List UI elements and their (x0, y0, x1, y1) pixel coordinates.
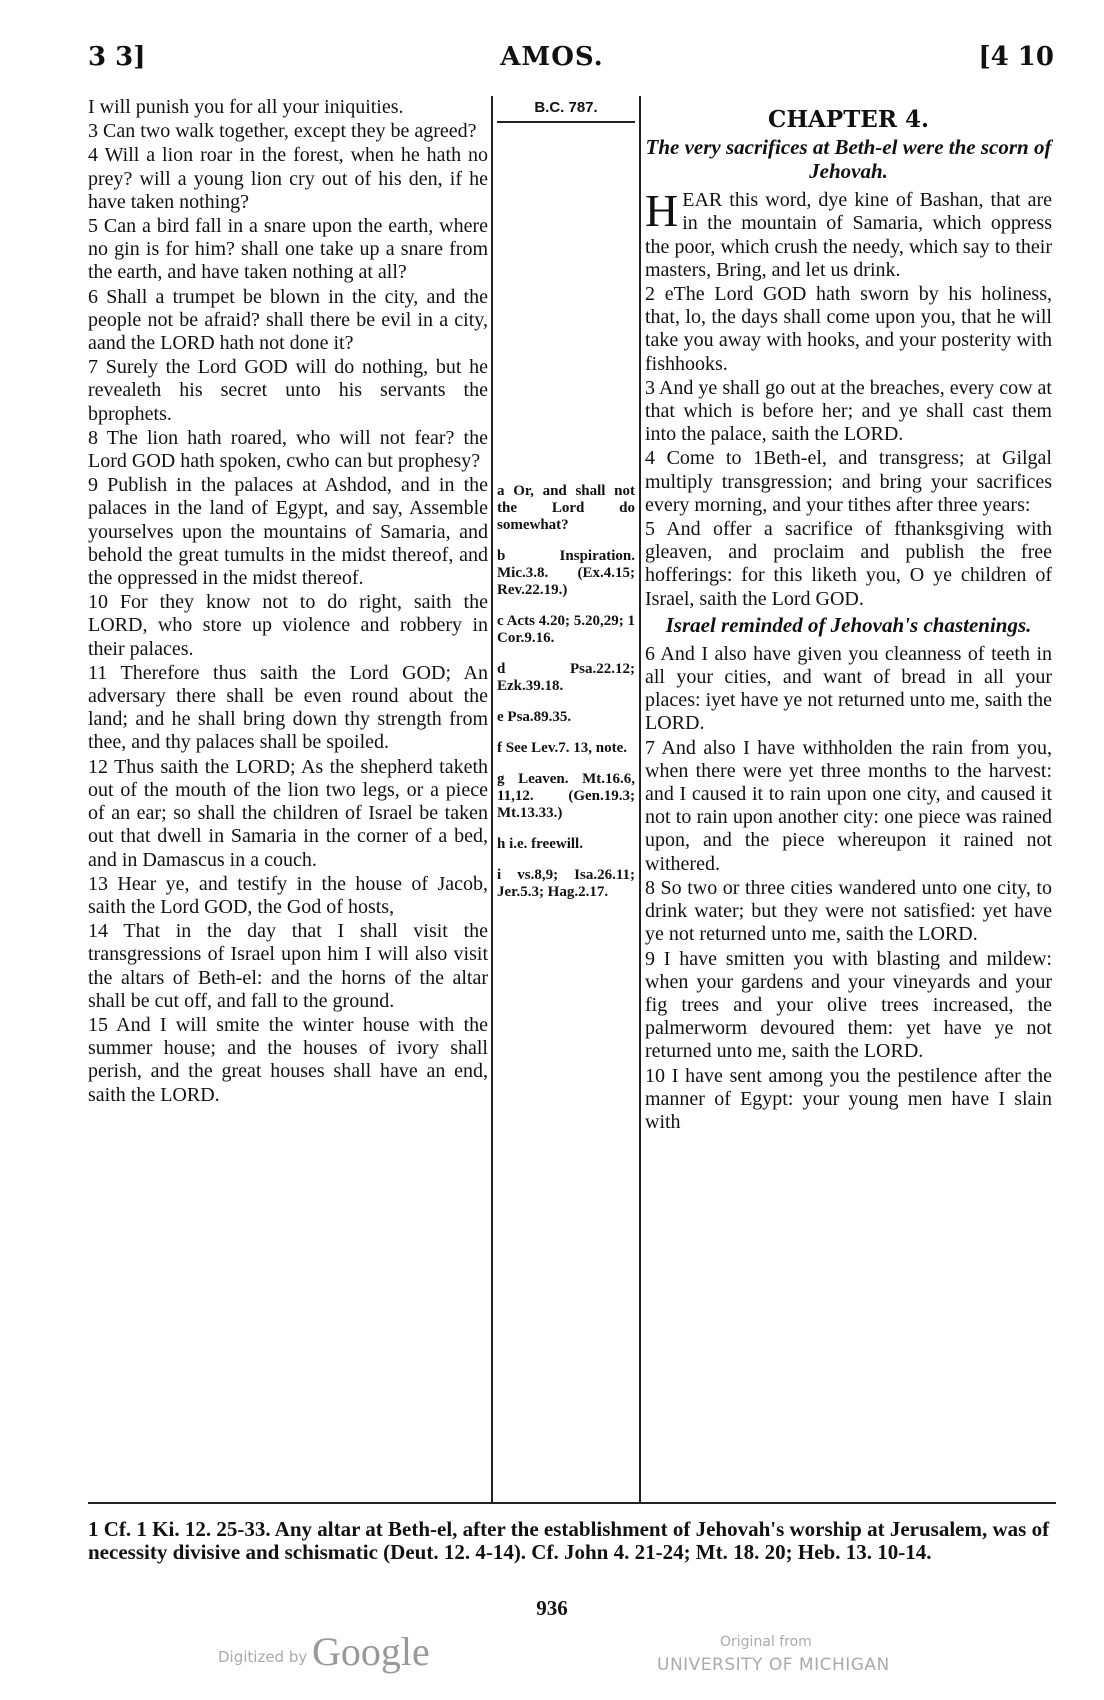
marginal-references-column (497, 96, 635, 915)
marginal-reference: a Or, and shall not the Lord do somewhat? (497, 483, 635, 534)
original-from-label: Original from (720, 1634, 812, 1650)
footnote-rule (88, 1502, 1056, 1504)
marginal-reference: g Leaven. Mt.16.6, 11,12. (Gen.19.3; Mt.13.33.) (497, 771, 635, 822)
marginal-reference: h i.e. freewill. (497, 836, 583, 853)
verse-text: 7 Surely the Lord GOD will do nothing, but he revealeth his secret unto his servants the bprophets. (88, 356, 488, 425)
verse-text: 10 For they know not to do right, saith the LORD, who store up violence and robbery in their palaces. (88, 591, 488, 660)
running-head-right: [4 10 (978, 42, 1054, 72)
marginal-reference: f See Lev.7. 13, note. (497, 740, 627, 757)
verse-text: I will punish you for all your iniquities. (88, 96, 404, 118)
verse-text: 14 That in the day that I shall visit the transgressions of Israel upon him I will also visit the altars of Beth-el: and the horns of the altar shall be cut off, and fall to the ground. (88, 920, 488, 1012)
verse-text: 7 And also I have withholden the rain from you, when there were yet three months to the harvest: and I caused it to rain upon one city, and caused it not to rain upon another city: one piece was rained upon, and the piece whereupon it rained not withered. (645, 736, 1052, 875)
verse-text: 15 And I will smite the winter house with the summer house; and the houses of ivory shall perish, and the great houses shall have an end, saith the LORD. (88, 1013, 488, 1106)
digitized-by-label: Digitized by (218, 1648, 308, 1666)
verse-text: 9 Publish in the palaces at Ashdod, and in the palaces in the land of Egypt, and say, Assemble yourselves upon the mountains of Samaria, and behold the great tumults in the midst thereof, and the oppressed in the midst thereof. (88, 474, 488, 590)
right-text-column (645, 108, 1052, 1135)
verse-text: 10 I have sent among you the pestilence after the manner of Egypt: your young men have I slain with (645, 1064, 1052, 1133)
drop-cap: H (645, 185, 679, 237)
running-head-left: 3 3] (88, 42, 146, 72)
verse-text: 3 Can two walk together, except they be agreed? (88, 120, 477, 143)
column-divider-right (639, 96, 641, 1502)
verse-text: 8 The lion hath roared, who will not fear? the Lord GOD hath spoken, cwho can but prophesy? (88, 426, 488, 473)
chapter-heading: CHAPTER 4. (768, 106, 929, 133)
verse-text: 2 eThe Lord GOD hath sworn by his holiness, that, lo, the days shall come upon you, that he will take you away with hooks, and your posterity with fishhooks. (645, 283, 1052, 375)
verse-text: 6 And I also have given you cleanness of teeth in all your cities, and want of bread in all your places: iyet have ye not returned unto me, saith the LORD. (645, 642, 1052, 735)
marginal-reference: i vs.8,9; Isa.26.11; Jer.5.3; Hag.2.17. (497, 867, 635, 901)
verse-text: 8 So two or three cities wandered unto one city, to drink water; but they were not satisfied: yet have ye not returned unto me, saith the LORD. (645, 876, 1052, 946)
verse-text: 13 Hear ye, and testify in the house of Jacob, saith the Lord GOD, the God of hosts, (88, 872, 488, 918)
footnote: 1 Cf. 1 Ki. 12. 25-33. Any altar at Beth-el, after the establishment of Jehovah's worship at Jerusalem, was of necessity divisive and schismatic (Deut. 12. 4-14). Cf. John 4. 21-24; Mt. 18. 20; Heb. 13. 10-14. (88, 1517, 1050, 1564)
page-number: 936 (536, 1596, 568, 1620)
verse-text (645, 185, 1052, 282)
verse-text: 5 Can a bird fall in a snare upon the earth, where no gin is for him? shall one take up a snare from the earth, and have taken nothing at all? (88, 215, 488, 284)
verse-text: 3 And ye shall go out at the breaches, every cow at that which is before her; and ye shall cast them into the palace, saith the LORD. (645, 376, 1052, 446)
verse-text: 12 Thus saith the LORD; As the shepherd taketh out of the mouth of the lion two legs, or a piece of an ear; so shall the children of Israel be taken out that dwell in Samaria in the corner of a bed, and in Damascus in a couch. (88, 755, 488, 871)
marginal-reference: e Psa.89.35. (497, 709, 572, 726)
column-divider-left (491, 96, 493, 1502)
verse-body: EAR this word, dye kine of Bashan, that are in the mountain of Samaria, which oppress the poor, which crush the needy, which say to their masters, Bring, and let us drink. (645, 189, 1052, 281)
verse-text: 4 Come to 1Beth-el, and transgress; at Gilgal multiply transgression; and bring your sacrifices every morning, and your tithes after three years: (645, 447, 1052, 516)
verse-text: 5 And offer a sacrifice of fthanksgiving with gleaven, and proclaim and publish the free hofferings: for this liketh you, O ye children of Israel, saith the Lord GOD. (645, 518, 1052, 610)
left-text-column (88, 96, 488, 1108)
marginal-reference: b Inspiration. Mic.3.8. (Ex.4.15; Rev.22.19.) (497, 548, 635, 599)
section-heading: The very sacrifices at Beth-el were the scorn of Jehovah. (645, 135, 1052, 184)
running-head-title: AMOS. (500, 42, 604, 72)
section-heading: Israel reminded of Jehovah's chastenings. (665, 612, 1032, 637)
google-logo: Google (312, 1629, 430, 1674)
marginal-reference: d Psa.22.12; Ezk.39.18. (497, 661, 635, 695)
verse-text: 9 I have smitten you with blasting and mildew: when your gardens and your vineyards and your fig trees and your olive trees increased, the palmerworm devoured them: yet have ye not returned unto me, saith the LORD. (645, 947, 1052, 1063)
date-label: B.C. 787. (497, 96, 635, 123)
university-label: UNIVERSITY OF MICHIGAN (657, 1655, 890, 1675)
marginal-reference: c Acts 4.20; 5.20,29; 1 Cor.9.16. (497, 613, 635, 647)
verse-text: 6 Shall a trumpet be blown in the city, and the people not be afraid? shall there be evil in a city, aand the LORD hath not done it? (88, 285, 488, 355)
verse-text: 4 Will a lion roar in the forest, when he hath no prey? will a young lion cry out of his den, if he have taken nothing? (88, 144, 488, 213)
verse-text: 11 Therefore thus saith the Lord GOD; An adversary there shall be even round about the land; and he shall bring down thy strength from thee, and thy palaces shall be spoiled. (88, 661, 488, 754)
